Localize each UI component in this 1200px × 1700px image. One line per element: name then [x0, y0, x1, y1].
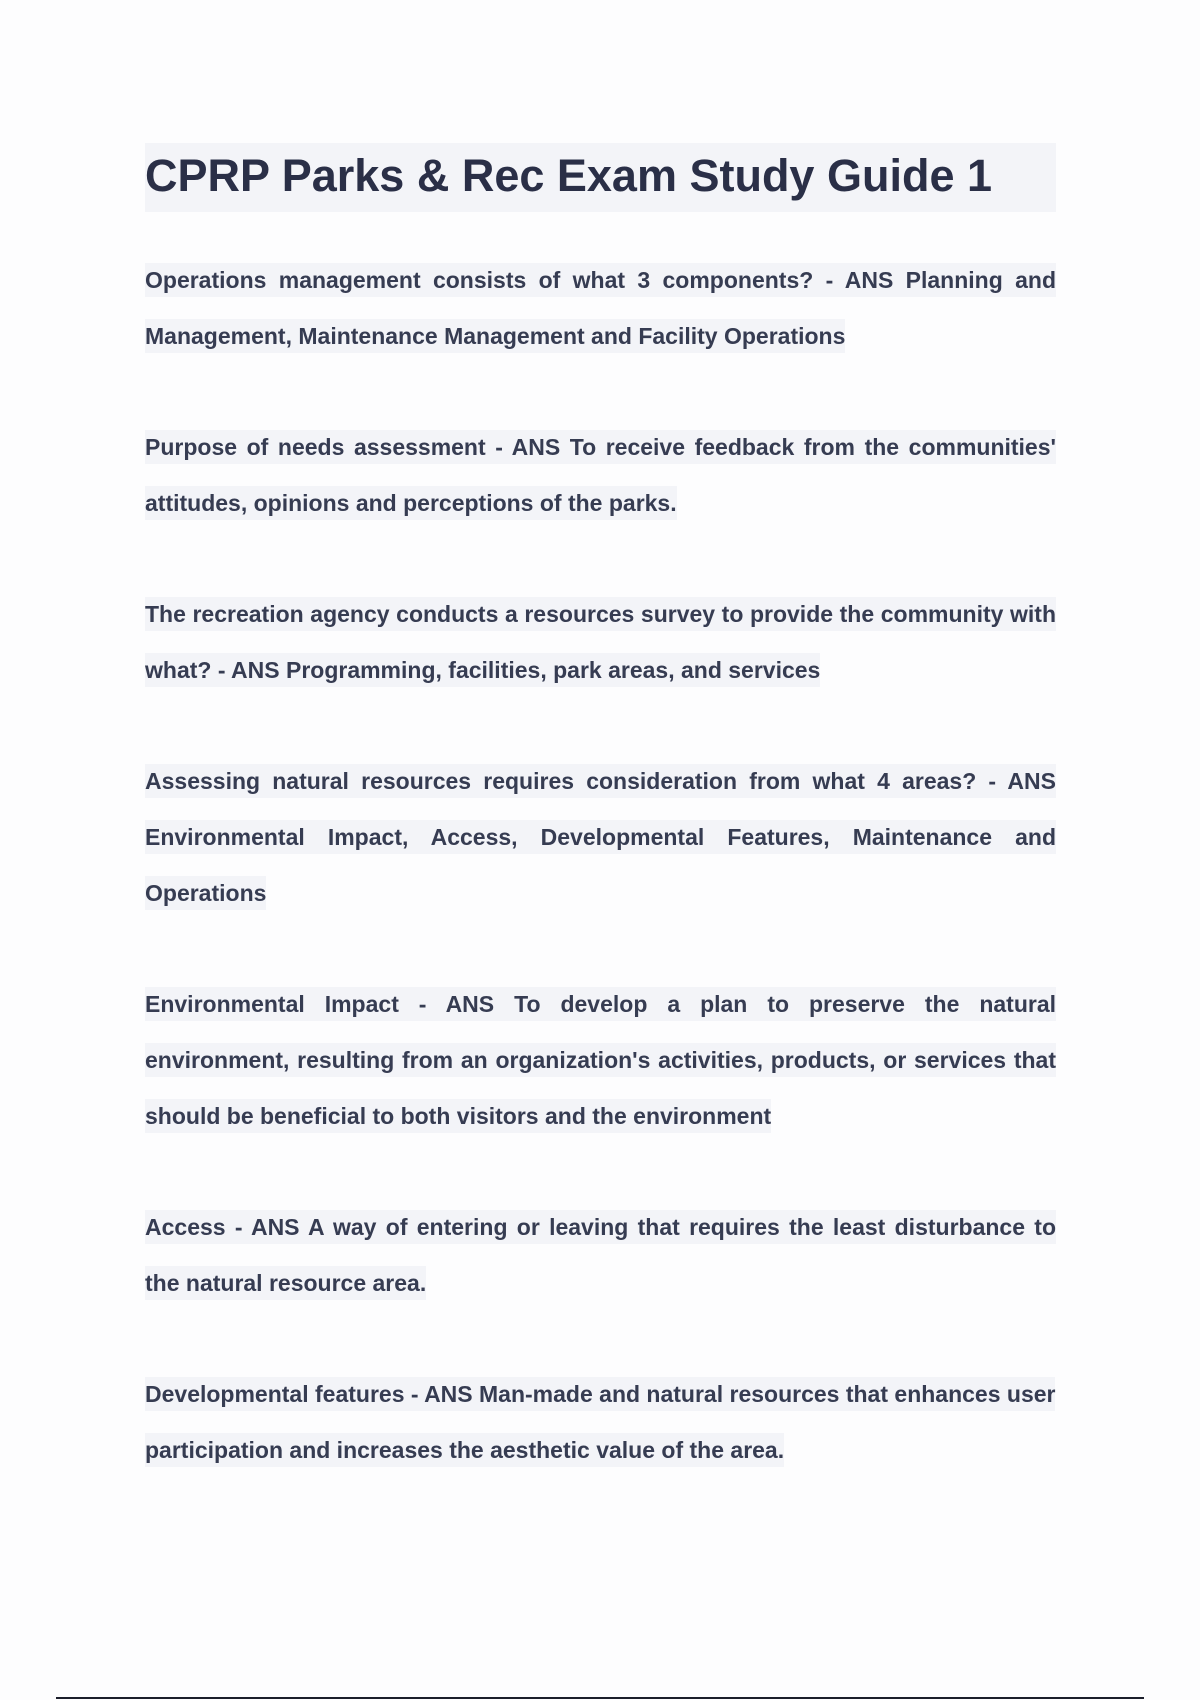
qa-item-developmental-features [145, 1366, 1056, 1478]
qa-text: Developmental features - ANS Man-made and natural resources that enhances user participation and increases the aesthetic value of the area. [145, 1377, 1055, 1467]
qa-text: The recreation agency conducts a resources survey to provide the community with what? - ANS Programming, facilities, park areas, and services [145, 597, 1056, 687]
document-title: CPRP Parks & Rec Exam Study Guide 1 [145, 150, 993, 201]
qa-item-access [145, 1199, 1056, 1311]
footer-divider [56, 1697, 1144, 1699]
study-guide-content [145, 252, 1056, 1533]
qa-item-environmental-impact [145, 976, 1056, 1144]
qa-item-resources-survey [145, 586, 1056, 698]
qa-text: Environmental Impact - ANS To develop a plan to preserve the natural environment, resulting from an organization's activities, products, or services that should be beneficial to both visitors and the environment [145, 987, 1056, 1133]
qa-item-operations-management [145, 252, 1056, 364]
qa-text: Operations management consists of what 3 components? - ANS Planning and Management, Maintenance Management and Facility Operations [145, 263, 1056, 353]
qa-text: Access - ANS A way of entering or leaving that requires the least disturbance to the natural resource area. [145, 1210, 1056, 1300]
title-highlight [145, 143, 1056, 212]
qa-item-needs-assessment [145, 419, 1056, 531]
qa-text: Purpose of needs assessment - ANS To receive feedback from the communities' attitudes, opinions and perceptions of the parks. [145, 430, 1056, 520]
qa-item-natural-resources [145, 753, 1056, 921]
qa-text: Assessing natural resources requires consideration from what 4 areas? - ANS Environmental Impact, Access, Developmental Features, Maintenance and Operations [145, 764, 1056, 910]
